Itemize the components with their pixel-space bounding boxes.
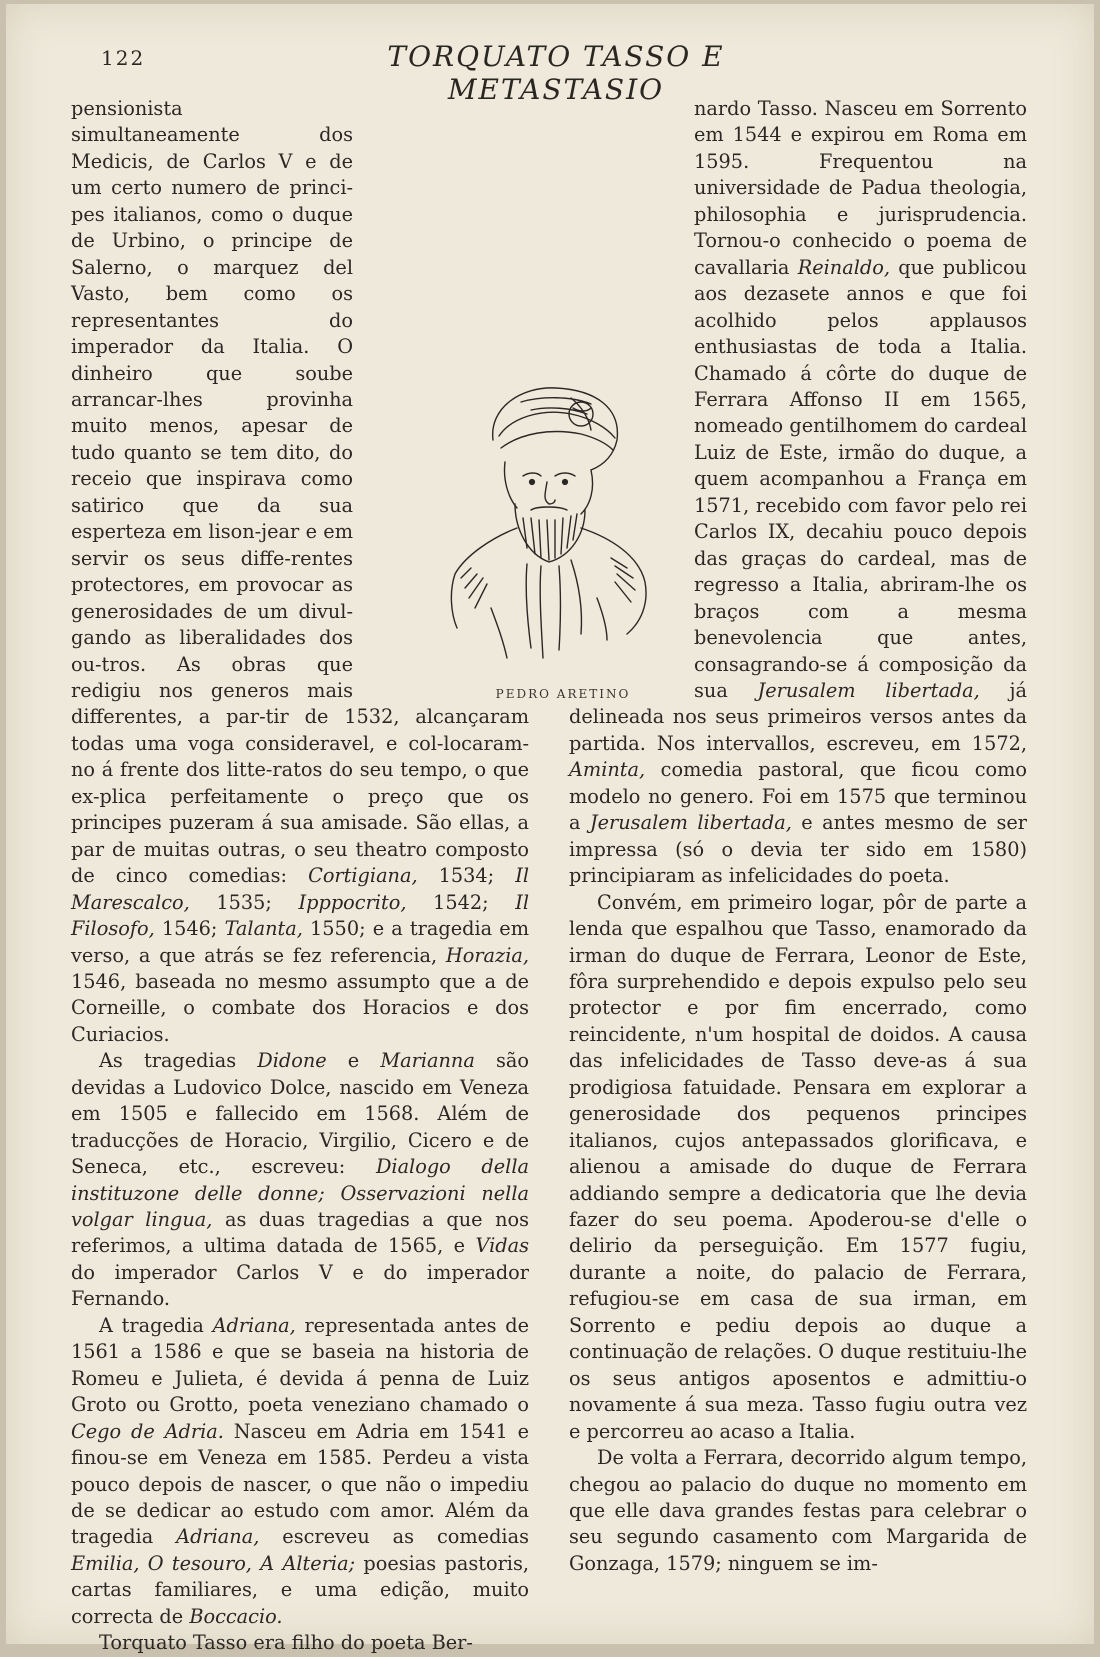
- figure-caption: PEDRO ARETINO: [495, 687, 631, 701]
- work-title: Vidas: [475, 1234, 529, 1258]
- text-run: do imperador Carlos V e do imperador Fernando.: [71, 1260, 529, 1311]
- work-title: Cego de Adria.: [71, 1419, 224, 1443]
- text-run: comedia pastoral, que ficou como modelo no genero. Foi em 1575 que terminou a: [569, 758, 1027, 835]
- text-run: que publicou aos dezasete annos e que foi acolhido pelos applausos enthusiastas de toda a Italia. Chamado á côrte do duque de Ferrara Affonso II em 1565, nomeado gentilhomem do cardeal Luiz de Este, irmão do duque, a quem acompanhou a França em 1571, recebido com favor pelo rei Carlos IX, decahiu pouco depois das graças do cardeal, mas de regresso a Italia, abriram-lhe os braços com a mesma benevolencia que antes, consagrando-se á composição da sua: [694, 255, 1027, 702]
- text-run: A tragedia: [99, 1313, 213, 1337]
- work-title: Il Filosofo,: [71, 890, 530, 941]
- page-number: 122: [101, 46, 146, 70]
- left-paragraph-4: Torquato Tasso era filho do poeta Ber-: [99, 1631, 473, 1655]
- running-title: TORQUATO TASSO E METASTASIO: [387, 40, 725, 106]
- text-run: são devidas a Ludovico Dolce, nascido em Veneza em 1505 e fallecido em 1568. Além de traducções de Horacio, Virgilio, Cicero e de Seneca, etc., escreveu:: [71, 1049, 529, 1179]
- book-page: [6, 4, 1094, 1655]
- work-title: Il Marescalco,: [71, 864, 529, 914]
- text-run: Nasceu em Adria em 1541 e finou-se em Veneza em 1585. Perdeu a vista pouco depois de nascer, o que não o impediu de se dedicar ao estudo com amor. Além da tragedia: [71, 1419, 529, 1549]
- work-title: Didone: [257, 1049, 327, 1073]
- work-year: 1534;: [417, 864, 516, 888]
- portrait-figure: [431, 378, 663, 704]
- left-paragraph-2: [71, 1048, 529, 1313]
- portrait-engraving-illustration: [431, 378, 663, 678]
- work-title: Adriana,: [176, 1525, 260, 1549]
- work-title: Boccacio.: [189, 1604, 283, 1628]
- text-run: poesias pastoris, cartas familiares, e uma edição, muito correcta de: [71, 1551, 529, 1628]
- left-column: [71, 96, 529, 1657]
- turban-outline: [493, 388, 618, 470]
- text-run: e: [326, 1049, 381, 1073]
- work-year: 1546;: [154, 917, 225, 941]
- work-title: Jerusalem libertada,: [757, 678, 980, 702]
- left-paragraph-3: [71, 1313, 529, 1630]
- text-run: já delineada nos seus primeiros versos antes da partida. Nos intervallos, escreveu, em 1572,: [569, 678, 1027, 755]
- work-title: Horazia,: [445, 943, 529, 967]
- work-title: Talanta,: [224, 917, 303, 941]
- work-title: Reinaldo,: [797, 255, 890, 279]
- work-title: Jerusalem libertada,: [589, 811, 792, 835]
- work-title: Aminta,: [569, 758, 646, 782]
- work-year: 1546, baseada no mesmo assumpto que a de Corneille, o combate dos Horacios e dos Curiacios.: [71, 969, 529, 1046]
- text-run: as duas tragedias a que nos referimos, a ultima datada de 1565, e: [71, 1208, 529, 1258]
- work-year: 1550; e a tragedia em verso, a que atrás se fez referencia,: [71, 917, 529, 967]
- text-run: As tragedias: [99, 1049, 258, 1073]
- robe-right: [581, 528, 646, 634]
- text-run: e antes mesmo de ser impressa (só o devia ter sido em 1580) principiaram as infelicidades do poeta.: [569, 811, 1028, 888]
- work-title: Dialogo della instituzone delle donne; Osservazioni nella volgar lingua,: [71, 1155, 529, 1232]
- work-year: 1542;: [406, 890, 516, 914]
- right-paragraph-3: De volta a Ferrara, decorrido algum tempo, chegou ao palacio do duque no momento em que elle dava grandes festas para celebrar o seu segundo casamento com Margarida de Gonzaga, 1579; ninguem se im-: [569, 1446, 1027, 1575]
- right-paragraph-2: Convém, em primeiro logar, pôr de parte a lenda que espalhou que Tasso, enamorado da irman do duque de Ferrara, Leonor de Este, fôra surprehendido e depois expulso pelo seu protector e por fim encerrado, como reincidente, n'um hospital de doidos. A causa das infelicidades de Tasso deve-as á sua prodigiosa fatuidade. Pensara em explorar a generosidade dos pequenos principes italianos, cujos antepassados glorificava, e alienou a amisade do duque de Ferrara addiando sempre a dedicatoria que lhe devia fazer do seu poema. Apoderou-se d'elle o delirio da perseguição. Em 1577 fugiu, durante a noite, do palacio de Ferrara, refugiou-se em casa de sua irman, em Sorrento e pediu depois ao duque a continuação de relações. O duque restituiu-lhe os seus antigos aposentos e admittiu-o novamente á sua meza. Tasso fugiu outra vez e percorreu ao acaso a Italia.: [569, 890, 1027, 1443]
- right-column: [569, 96, 1027, 1577]
- work-title: Adriana,: [212, 1313, 296, 1337]
- work-title: Marianna: [380, 1049, 475, 1073]
- work-title: Cortigiana,: [308, 864, 418, 888]
- work-title: Ipppocrito,: [298, 890, 407, 914]
- text-run: escreveu as comedias: [259, 1525, 529, 1549]
- text-run: representada antes de 1561 a 1586 e que se baseia na historia de Romeu e Julieta, é devida á penna de Luiz Groto ou Grotto, poeta veneziano chamado o: [71, 1313, 530, 1417]
- text-run: nardo Tasso. Nasceu em Sorrento em 1544 e expirou em Roma em 1595. Frequentou na universidade de Padua theologia, philosophia e jurisprudencia. Tornou-o conhecido o poema de cavallaria: [694, 97, 1027, 279]
- paragraph-text: pensionista simultaneamente dos Medicis, de Carlos V e de um certo numero de princi-pes italianos, como o duque de Urbino, o principe de Salerno, o marquez del Vasto, bem como os representantes do imperador da Italia. O dinheiro que soube arrancar-lhes provinha muito menos, apesar de tudo quanto se tem dito, do receio que inspirava como satirico que da sua esperteza em lison-jear e em servir os seus diffe-rentes protectores, em provocar as generosidades de um divul-gando as liberalidades dos ou-tros. As obras que redigiu nos generos mais differentes, a par-tir de 1532, alcançaram todas uma voga consideravel, e col-locaram-no á frente dos litte-ratos do seu tempo, o que ex-plica perfeitamente o preço que os principes puzeram á sua amisade. São ellas, a par de muitas outras, o seu theatro composto de cinco comedias:: [71, 97, 529, 888]
- work-year: 1535;: [189, 890, 299, 914]
- work-title: Emilia, O tesouro, A Alteria;: [71, 1551, 356, 1575]
